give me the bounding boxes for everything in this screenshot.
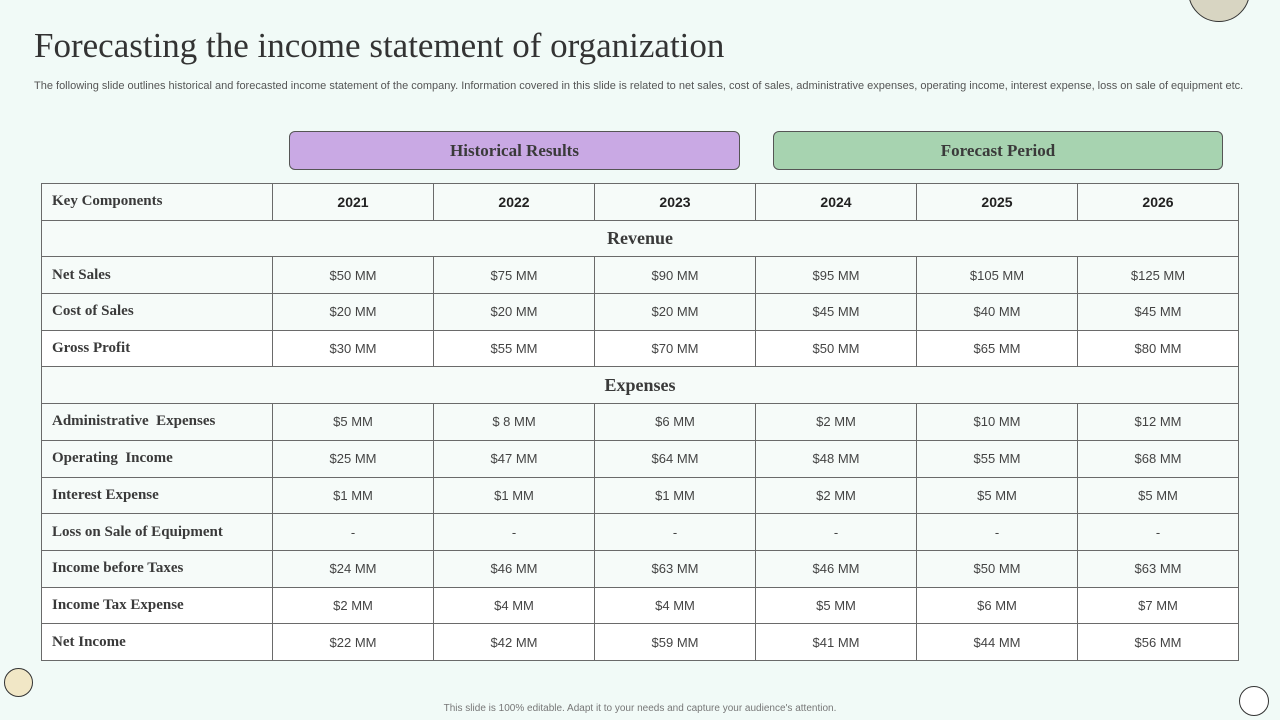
row-label: Administrative Expenses xyxy=(42,404,273,441)
table-row xyxy=(42,587,1239,624)
row-label: Net Sales xyxy=(42,257,273,294)
value-cell: $4 MM xyxy=(595,587,756,624)
value-cell: $63 MM xyxy=(595,550,756,587)
value-cell: $68 MM xyxy=(1078,440,1239,477)
value-cell: $75 MM xyxy=(434,257,595,294)
value-cell: - xyxy=(1078,514,1239,551)
value-cell: $6 MM xyxy=(917,587,1078,624)
value-cell: - xyxy=(595,514,756,551)
value-cell: $2 MM xyxy=(756,477,917,514)
row-label: Income Tax Expense xyxy=(42,587,273,624)
value-cell: - xyxy=(917,514,1078,551)
value-cell: - xyxy=(434,514,595,551)
page-title: Forecasting the income statement of organization xyxy=(34,26,725,65)
table-row xyxy=(42,550,1239,587)
value-cell: $55 MM xyxy=(917,440,1078,477)
value-cell: $5 MM xyxy=(756,587,917,624)
value-cell: $10 MM xyxy=(917,404,1078,441)
row-label: Loss on Sale of Equipment xyxy=(42,514,273,551)
table-row xyxy=(42,404,1239,441)
value-cell: $1 MM xyxy=(434,477,595,514)
value-cell: $30 MM xyxy=(273,330,434,367)
value-cell: $12 MM xyxy=(1078,404,1239,441)
value-cell: $63 MM xyxy=(1078,550,1239,587)
section-title: Revenue xyxy=(42,220,1239,257)
value-cell: $56 MM xyxy=(1078,624,1239,661)
table-row xyxy=(42,514,1239,551)
income-statement-table xyxy=(41,183,1239,661)
value-cell: $20 MM xyxy=(595,294,756,331)
value-cell: $50 MM xyxy=(273,257,434,294)
value-cell: $20 MM xyxy=(273,294,434,331)
value-cell: $45 MM xyxy=(1078,294,1239,331)
year-header: 2022 xyxy=(434,184,595,221)
year-header: 2024 xyxy=(756,184,917,221)
value-cell: $25 MM xyxy=(273,440,434,477)
value-cell: $46 MM xyxy=(434,550,595,587)
value-cell: $50 MM xyxy=(917,550,1078,587)
row-label: Gross Profit xyxy=(42,330,273,367)
value-cell: $105 MM xyxy=(917,257,1078,294)
historical-results-header: Historical Results xyxy=(289,131,740,170)
year-header: 2023 xyxy=(595,184,756,221)
key-components-header: Key Components xyxy=(42,184,273,221)
value-cell: $47 MM xyxy=(434,440,595,477)
value-cell: - xyxy=(756,514,917,551)
row-label: Cost of Sales xyxy=(42,294,273,331)
section-row xyxy=(42,220,1239,257)
value-cell: $6 MM xyxy=(595,404,756,441)
value-cell: $48 MM xyxy=(756,440,917,477)
page-subtitle: The following slide outlines historical and forecasted income statement of the company. Information covered in this slide is related to net sales, cost of sales, administrative expenses, operating income, interest expense, loss on sale of equipment etc. xyxy=(34,80,1244,92)
value-cell: $45 MM xyxy=(756,294,917,331)
value-cell: $50 MM xyxy=(756,330,917,367)
value-cell: $5 MM xyxy=(273,404,434,441)
value-cell: $24 MM xyxy=(273,550,434,587)
value-cell: $1 MM xyxy=(595,477,756,514)
table-row xyxy=(42,257,1239,294)
value-cell: $95 MM xyxy=(756,257,917,294)
value-cell: $2 MM xyxy=(273,587,434,624)
table-row xyxy=(42,477,1239,514)
value-cell: $41 MM xyxy=(756,624,917,661)
value-cell: $59 MM xyxy=(595,624,756,661)
section-row xyxy=(42,367,1239,404)
value-cell: $70 MM xyxy=(595,330,756,367)
value-cell: $ 8 MM xyxy=(434,404,595,441)
row-label: Interest Expense xyxy=(42,477,273,514)
table-header-row xyxy=(42,184,1239,221)
footer-note: This slide is 100% editable. Adapt it to your needs and capture your audience's attention. xyxy=(443,703,837,714)
value-cell: $5 MM xyxy=(917,477,1078,514)
value-cell: $90 MM xyxy=(595,257,756,294)
row-label: Income before Taxes xyxy=(42,550,273,587)
value-cell: $7 MM xyxy=(1078,587,1239,624)
year-header: 2021 xyxy=(273,184,434,221)
value-cell: $80 MM xyxy=(1078,330,1239,367)
table-row xyxy=(42,330,1239,367)
decorative-circle-top xyxy=(1188,0,1250,22)
table-row xyxy=(42,294,1239,331)
value-cell: $22 MM xyxy=(273,624,434,661)
value-cell: $65 MM xyxy=(917,330,1078,367)
income-statement-body xyxy=(42,184,1239,661)
value-cell: $44 MM xyxy=(917,624,1078,661)
table-row xyxy=(42,624,1239,661)
value-cell: $42 MM xyxy=(434,624,595,661)
value-cell: - xyxy=(273,514,434,551)
value-cell: $64 MM xyxy=(595,440,756,477)
value-cell: $1 MM xyxy=(273,477,434,514)
value-cell: $4 MM xyxy=(434,587,595,624)
value-cell: $125 MM xyxy=(1078,257,1239,294)
row-label: Operating Income xyxy=(42,440,273,477)
row-label: Net Income xyxy=(42,624,273,661)
value-cell: $5 MM xyxy=(1078,477,1239,514)
decorative-circle-left xyxy=(4,668,33,697)
year-header: 2026 xyxy=(1078,184,1239,221)
table-row xyxy=(42,440,1239,477)
section-title: Expenses xyxy=(42,367,1239,404)
value-cell: $40 MM xyxy=(917,294,1078,331)
value-cell: $46 MM xyxy=(756,550,917,587)
value-cell: $55 MM xyxy=(434,330,595,367)
year-header: 2025 xyxy=(917,184,1078,221)
forecast-period-header: Forecast Period xyxy=(773,131,1223,170)
value-cell: $2 MM xyxy=(756,404,917,441)
value-cell: $20 MM xyxy=(434,294,595,331)
